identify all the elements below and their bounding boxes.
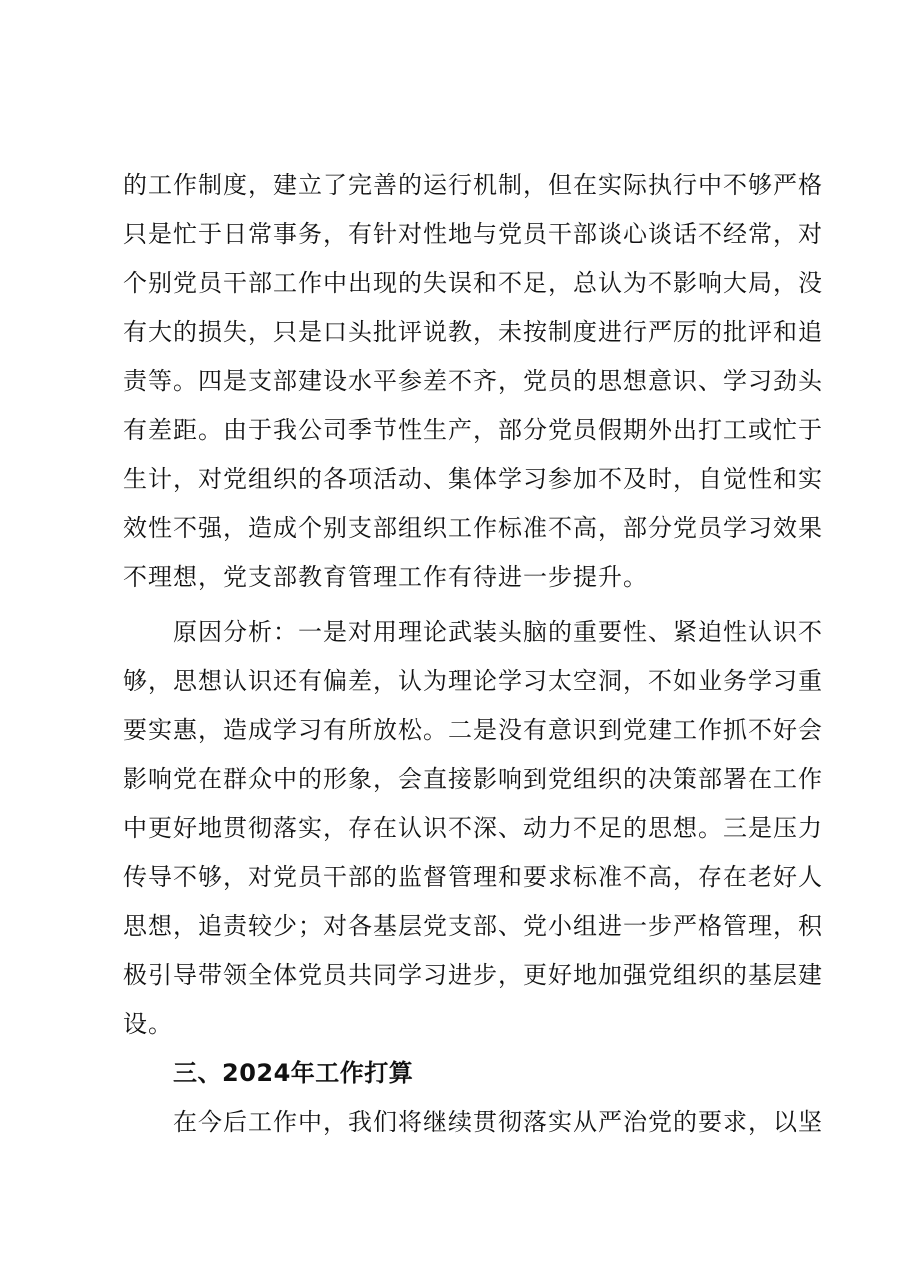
paragraph-line: 效性不强，造成个别支部组织工作标准不高，部分党员学习效果: [123, 514, 823, 542]
paragraph-line: 责等。四是支部建设水平参差不齐，党员的思想意识、学习劲头: [123, 367, 823, 395]
paragraph-line: 够，思想认识还有偏差，认为理论学习太空洞，不如业务学习重: [123, 667, 823, 695]
section-heading: 三、2024年工作打算: [173, 1059, 414, 1087]
paragraph-line: 不理想，党支部教育管理工作有待进一步提升。: [123, 563, 648, 591]
paragraph-line: 设。: [123, 1010, 173, 1038]
paragraph-line: 生计，对党组织的各项活动、集体学习参加不及时，自觉性和实: [123, 465, 823, 493]
paragraph-line: 有差距。由于我公司季节性生产，部分党员假期外出打工或忙于: [123, 416, 823, 444]
paragraph-line: 要实惠，造成学习有所放松。二是没有意识到党建工作抓不好会: [123, 716, 823, 744]
paragraph-line: 极引导带领全体党员共同学习进步，更好地加强党组织的基层建: [123, 961, 823, 989]
paragraph-line: 的工作制度，建立了完善的运行机制，但在实际执行中不够严格: [123, 171, 823, 199]
paragraph-line: 个别党员干部工作中出现的失误和不足，总认为不影响大局，没: [123, 269, 823, 297]
paragraph-line: 在今后工作中，我们将继续贯彻落实从严治党的要求，以坚: [173, 1108, 823, 1136]
paragraph-line: 原因分析：一是对用理论武装头脑的重要性、紧迫性认识不: [173, 618, 823, 646]
paragraph-line: 中更好地贯彻落实，存在认识不深、动力不足的思想。三是压力: [123, 814, 823, 842]
paragraph-line: 只是忙于日常事务，有针对性地与党员干部谈心谈话不经常，对: [123, 220, 823, 248]
paragraph-line: 思想，追责较少；对各基层党支部、党小组进一步严格管理，积: [123, 912, 823, 940]
paragraph-line: 传导不够，对党员干部的监督管理和要求标准不高，存在老好人: [123, 863, 823, 891]
paragraph-line: 有大的损失，只是口头批评说教，未按制度进行严厉的批评和追: [123, 318, 823, 346]
paragraph-line: 影响党在群众中的形象，会直接影响到党组织的决策部署在工作: [123, 765, 823, 793]
